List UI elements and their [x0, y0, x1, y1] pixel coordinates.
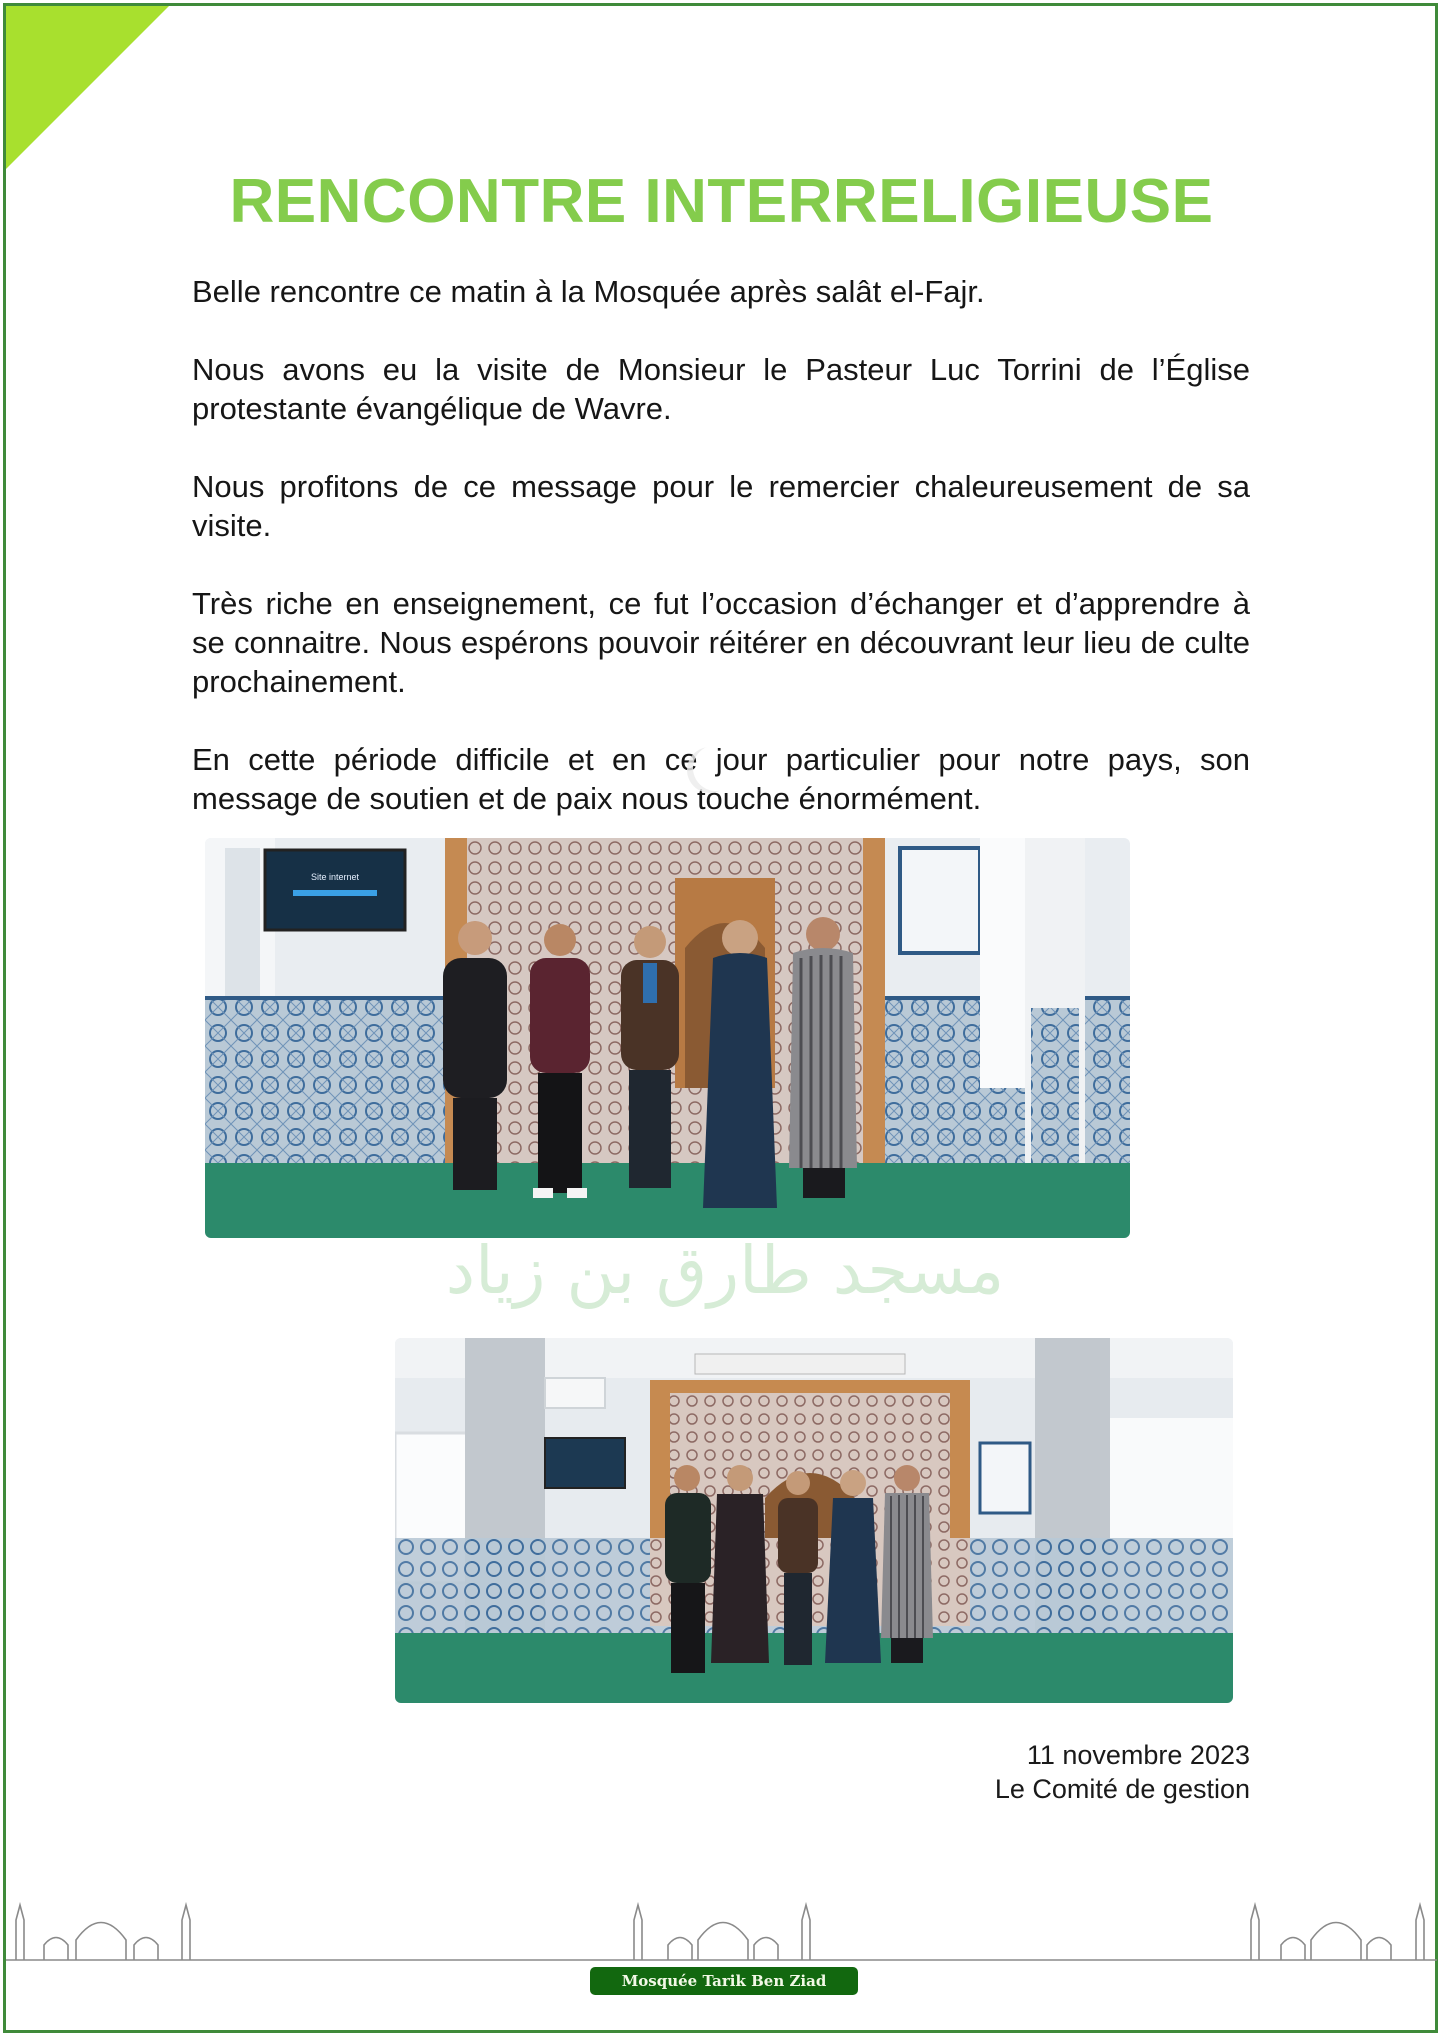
person-4: [703, 920, 777, 1208]
group-photo-2: [395, 1338, 1233, 1703]
person-b: [711, 1465, 769, 1663]
paragraph-5: En cette période difficile et en ce jour particulier pour notre pays, son message de soutien et de paix nous touche énormément.: [192, 742, 1250, 816]
page-title: RENCONTRE INTERRELIGIEUSE: [229, 167, 1214, 236]
group-photo-1-image: [205, 838, 1130, 1238]
crescent-watermark-icon: [693, 745, 739, 791]
tv-screen-title: Site internet: [310, 872, 360, 882]
signature-date: 11 novembre 2023: [1026, 1740, 1250, 1770]
person-c: [778, 1471, 818, 1665]
group-photo-1: [205, 838, 1130, 1238]
footer-banner: Mosquée Tarik Ben Ziad: [590, 1967, 858, 1995]
person-2: [530, 924, 590, 1198]
skyline-left-icon: [16, 1905, 190, 1960]
skyline-center-icon: [634, 1905, 810, 1960]
person-3: [621, 926, 679, 1188]
corner-decoration: [6, 6, 169, 169]
paragraph-2: Nous avons eu la visite de Monsieur le Pasteur Luc Torrini de l’Église protestante évangélique de Wavre.: [192, 352, 1250, 426]
skyline-right-icon: [1251, 1905, 1424, 1960]
arabic-watermark-text: مسجد طارق بن زياد: [445, 1232, 1005, 1309]
mosque-skyline-decoration: [6, 1895, 1437, 1965]
group-photo-2-image: [395, 1338, 1233, 1703]
paragraph-1: Belle rencontre ce matin à la Mosquée après salât el-Fajr.: [192, 274, 985, 309]
paragraph-3: Nous profitons de ce message pour le remercier chaleureusement de sa visite.: [192, 469, 1250, 543]
person-d: [825, 1470, 881, 1663]
signature-author: Le Comité de gestion: [994, 1774, 1250, 1804]
person-e: [881, 1465, 933, 1663]
person-5: [789, 917, 857, 1198]
person-a: [665, 1465, 711, 1673]
signature-block: [880, 1738, 1250, 1806]
paragraph-4: Très riche en enseignement, ce fut l’occasion d’échanger et d’apprendre à se connaitre. Nous espérons pouvoir réitérer en découvrant leur lieu de culte prochainement.: [192, 586, 1250, 699]
